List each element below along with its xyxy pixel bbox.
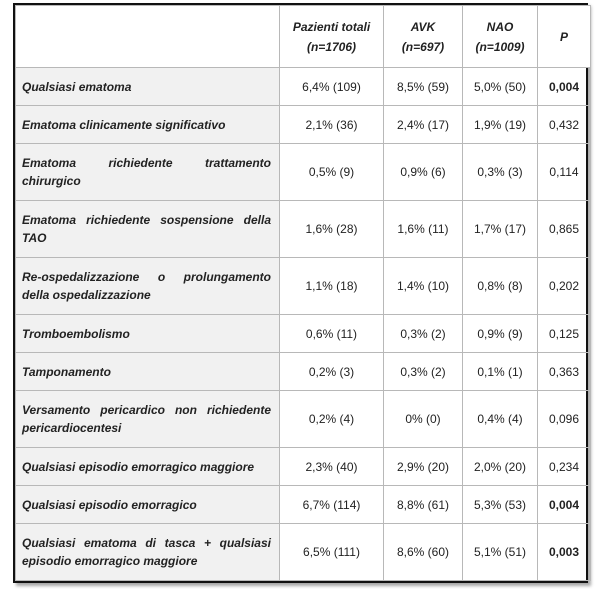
- cell-total-patients: 0,6% (11): [280, 315, 384, 353]
- row-label: Ematoma clinicamente significativo: [16, 106, 280, 144]
- cell-p-value: 0,003: [538, 524, 591, 581]
- cell-p-value: 0,096: [538, 391, 591, 448]
- results-table: [15, 5, 591, 581]
- cell-p-value: 0,125: [538, 315, 591, 353]
- cell-avk: 0,9% (6): [384, 144, 463, 201]
- cell-avk: 8,6% (60): [384, 524, 463, 581]
- cell-nao: 5,1% (51): [463, 524, 538, 581]
- cell-avk: 1,6% (11): [384, 201, 463, 258]
- header-avk-line2: (n=697): [401, 39, 445, 54]
- row-label: Qualsiasi ematoma di tasca + qualsiasi episodio emorragico maggiore: [16, 524, 280, 581]
- cell-avk: 0,3% (2): [384, 315, 463, 353]
- table-row: [16, 106, 591, 144]
- cell-nao: 0,8% (8): [463, 258, 538, 315]
- cell-avk: 0% (0): [384, 391, 463, 448]
- row-label: Tromboembolismo: [16, 315, 280, 353]
- header-nao: [463, 6, 538, 68]
- header-p: [538, 6, 591, 68]
- cell-total-patients: 6,7% (114): [280, 486, 384, 524]
- cell-avk: 2,9% (20): [384, 448, 463, 486]
- row-label: Re-ospedalizzazione o prolungamento della ospedalizzazione: [16, 258, 280, 315]
- row-label: Ematoma richiedente sospensione della TAO: [16, 201, 280, 258]
- table-row: [16, 486, 591, 524]
- cell-nao: 1,9% (19): [463, 106, 538, 144]
- cell-p-value: 0,234: [538, 448, 591, 486]
- cell-total-patients: 6,5% (111): [280, 524, 384, 581]
- cell-total-patients: 2,3% (40): [280, 448, 384, 486]
- cell-nao: 5,0% (50): [463, 68, 538, 106]
- cell-nao: 5,3% (53): [463, 486, 538, 524]
- header-total-patients: [280, 6, 384, 68]
- row-label: Qualsiasi episodio emorragico: [16, 486, 280, 524]
- table-row: [16, 315, 591, 353]
- cell-avk: 8,8% (61): [384, 486, 463, 524]
- results-table-frame: [13, 3, 588, 583]
- table-body: [16, 68, 591, 581]
- header-nao-line1: NAO: [486, 19, 514, 34]
- header-blank-cell: [16, 6, 280, 68]
- cell-p-value: 0,202: [538, 258, 591, 315]
- cell-p-value: 0,114: [538, 144, 591, 201]
- cell-avk: 8,5% (59): [384, 68, 463, 106]
- header-row: [16, 6, 591, 68]
- cell-total-patients: 2,1% (36): [280, 106, 384, 144]
- table-row: [16, 68, 591, 106]
- cell-p-value: 0,432: [538, 106, 591, 144]
- cell-p-value: 0,004: [538, 486, 591, 524]
- cell-nao: 0,3% (3): [463, 144, 538, 201]
- table-row: [16, 201, 591, 258]
- cell-avk: 2,4% (17): [384, 106, 463, 144]
- table-header: [16, 6, 591, 68]
- table-row: [16, 353, 591, 391]
- table-row: [16, 391, 591, 448]
- row-label: Tamponamento: [16, 353, 280, 391]
- header-p-line1: P: [559, 29, 568, 44]
- table-row: [16, 448, 591, 486]
- row-label: Versamento pericardico non richiedente pericardiocentesi: [16, 391, 280, 448]
- header-avk-line1: AVK: [410, 19, 436, 34]
- header-total-line1: Pazienti totali: [292, 19, 371, 34]
- cell-total-patients: 6,4% (109): [280, 68, 384, 106]
- header-nao-line2: (n=1009): [475, 39, 525, 54]
- cell-total-patients: 0,5% (9): [280, 144, 384, 201]
- row-label: Qualsiasi episodio emorragico maggiore: [16, 448, 280, 486]
- cell-total-patients: 0,2% (3): [280, 353, 384, 391]
- cell-p-value: 0,363: [538, 353, 591, 391]
- header-total-line2: (n=1706): [306, 39, 357, 54]
- cell-total-patients: 0,2% (4): [280, 391, 384, 448]
- cell-avk: 1,4% (10): [384, 258, 463, 315]
- cell-nao: 1,7% (17): [463, 201, 538, 258]
- header-avk: [384, 6, 463, 68]
- cell-p-value: 0,865: [538, 201, 591, 258]
- table-row: [16, 258, 591, 315]
- table-row: [16, 144, 591, 201]
- cell-avk: 0,3% (2): [384, 353, 463, 391]
- cell-nao: 0,9% (9): [463, 315, 538, 353]
- table-row: [16, 524, 591, 581]
- cell-nao: 0,4% (4): [463, 391, 538, 448]
- row-label: Qualsiasi ematoma: [16, 68, 280, 106]
- cell-nao: 2,0% (20): [463, 448, 538, 486]
- cell-p-value: 0,004: [538, 68, 591, 106]
- cell-total-patients: 1,6% (28): [280, 201, 384, 258]
- cell-nao: 0,1% (1): [463, 353, 538, 391]
- row-label: Ematoma richiedente trattamento chirurgico: [16, 144, 280, 201]
- cell-total-patients: 1,1% (18): [280, 258, 384, 315]
